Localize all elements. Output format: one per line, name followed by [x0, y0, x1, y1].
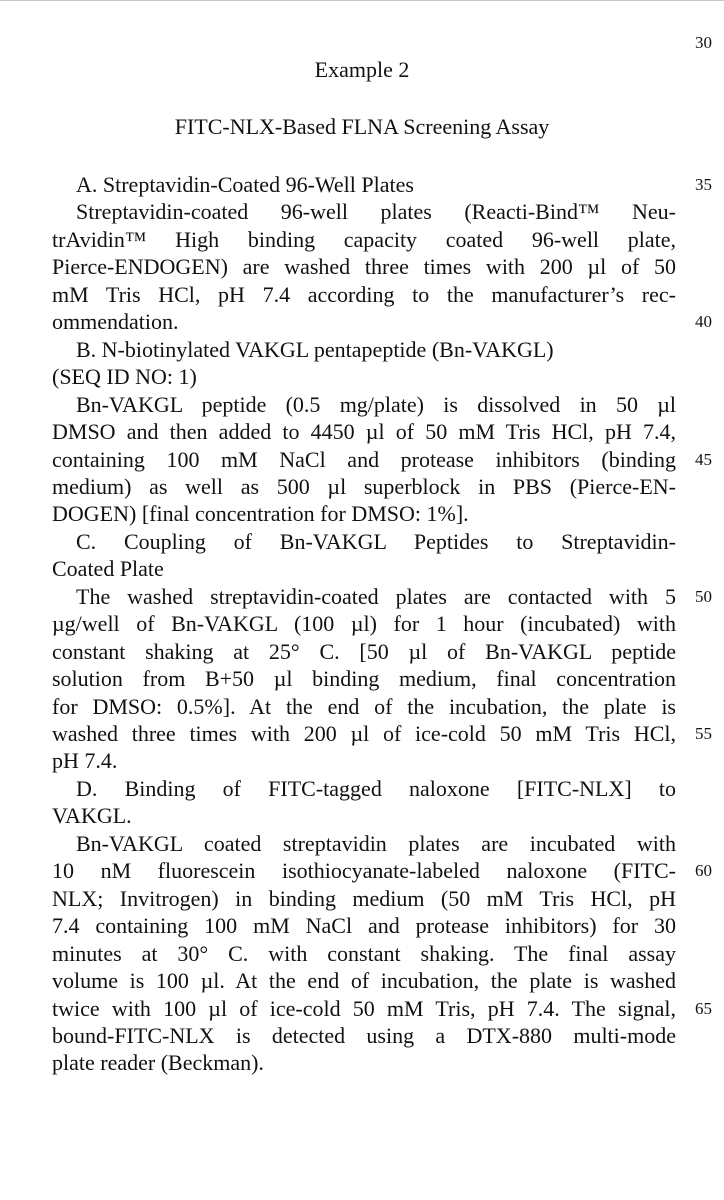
text-line: D. Binding of FITC-tagged naloxone [FITC-NLX] to: [76, 776, 676, 801]
text-line: constant shaking at 25° C. [50 µl of Bn-VAKGL peptide: [52, 639, 676, 664]
text-line: solution from B+50 µl binding medium, final concentration: [52, 666, 676, 691]
line-number: 35: [695, 175, 712, 194]
text-line: VAKGL.: [52, 803, 132, 828]
text-line: trAvidin™ High binding capacity coated 96-well plate,: [52, 227, 676, 252]
example-heading: Example 2: [314, 57, 410, 82]
text-line: containing 100 mM NaCl and protease inhibitors (binding: [52, 447, 676, 472]
text-line: DMSO and then added to 4450 µl of 50 mM Tris HCl, pH 7.4,: [52, 419, 676, 444]
line-number: 65: [695, 999, 712, 1018]
text-line: mM Tris HCl, pH 7.4 according to the manufacturer’s rec-: [52, 282, 676, 307]
text-line: Coated Plate: [52, 556, 164, 581]
text-line: washed three times with 200 µl of ice-cold 50 mM Tris HCl,: [52, 721, 676, 746]
text-line: B. N-biotinylated VAKGL pentapeptide (Bn-VAKGL): [76, 337, 554, 362]
text-line: Pierce-ENDOGEN) are washed three times with 200 µl of 50: [52, 254, 676, 279]
text-line: C. Coupling of Bn-VAKGL Peptides to Streptavidin-: [76, 529, 676, 554]
text-line: twice with 100 µl of ice-cold 50 mM Tris, pH 7.4. The signal,: [52, 996, 676, 1021]
text-line: plate reader (Beckman).: [52, 1050, 264, 1075]
text-line: pH 7.4.: [52, 748, 118, 773]
text-line: Streptavidin-coated 96-well plates (Reacti-Bind™ Neu-: [76, 199, 676, 224]
text-line: NLX; Invitrogen) in binding medium (50 mM Tris HCl, pH: [52, 886, 676, 911]
text-line: minutes at 30° C. with constant shaking. The final assay: [52, 941, 676, 966]
text-line: medium) as well as 500 µl superblock in PBS (Pierce-EN-: [52, 474, 676, 499]
text-line: Bn-VAKGL peptide (0.5 mg/plate) is dissolved in 50 µl: [76, 392, 676, 417]
line-number: 55: [695, 724, 712, 743]
text-line: Bn-VAKGL coated streptavidin plates are incubated with: [76, 831, 676, 856]
text-line: volume is 100 µl. At the end of incubation, the plate is washed: [52, 968, 676, 993]
text-line: 10 nM fluorescein isothiocyanate-labeled naloxone (FITC-: [52, 858, 676, 883]
text-line: µg/well of Bn-VAKGL (100 µl) for 1 hour (incubated) with: [52, 611, 676, 636]
text-line: (SEQ ID NO: 1): [52, 364, 197, 389]
text-line: The washed streptavidin-coated plates are contacted with 5: [76, 584, 676, 609]
text-line: for DMSO: 0.5%]. At the end of the incubation, the plate is: [52, 694, 676, 719]
text-line: ommendation.: [52, 309, 179, 334]
line-number: 40: [695, 312, 712, 331]
line-number: 45: [695, 450, 712, 469]
text-line: A. Streptavidin-Coated 96-Well Plates: [76, 172, 414, 197]
text-line: 7.4 containing 100 mM NaCl and protease inhibitors) for 30: [52, 913, 676, 938]
text-line: DOGEN) [final concentration for DMSO: 1%].: [52, 501, 469, 526]
page-number: 30: [695, 33, 712, 52]
text-line: bound-FITC-NLX is detected using a DTX-880 multi-mode: [52, 1023, 676, 1048]
top-rule: [0, 0, 724, 1]
line-number: 50: [695, 587, 712, 606]
line-number: 60: [695, 861, 712, 880]
section-title: FITC-NLX-Based FLNA Screening Assay: [174, 114, 550, 139]
